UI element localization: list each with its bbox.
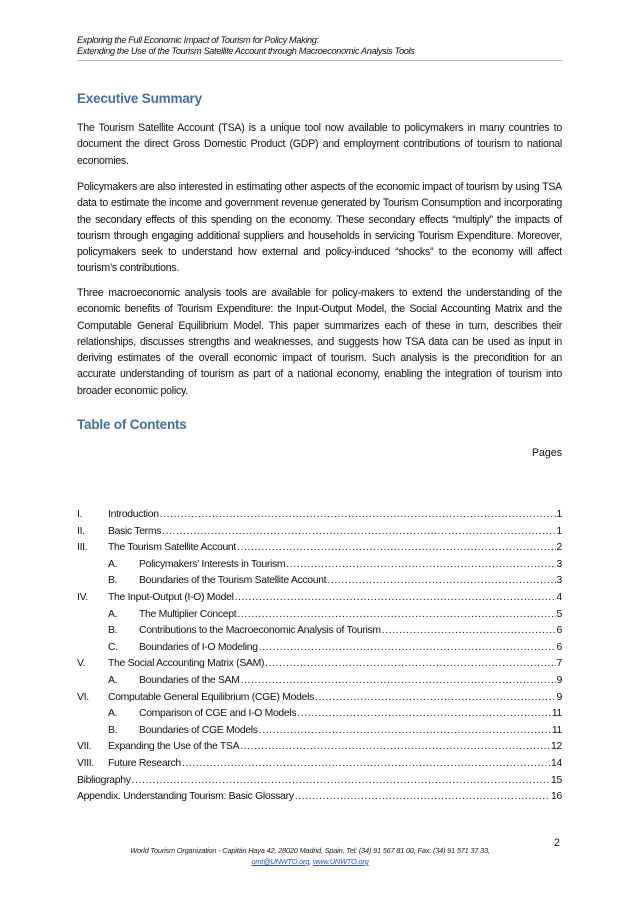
toc-dot-leader <box>237 607 555 624</box>
toc-entry[interactable] <box>77 573 562 590</box>
footer-address: World Tourism Organization - Capitán Haya 42, 28020 Madrid, Spain, Tel: (34) 91 567 81 00, Fax: (34) 91 571 37 33, <box>130 846 490 855</box>
toc-entry[interactable] <box>77 640 562 657</box>
toc-entry-title: Introduction <box>108 509 159 520</box>
toc-entry[interactable] <box>77 656 562 673</box>
toc-dot-leader <box>265 656 555 673</box>
toc-entry-title: Contributions to the Macroeconomic Analysis of Tourism <box>139 625 381 637</box>
toc-entry-page: 7 <box>556 658 562 670</box>
toc-entry-title: Boundaries of I-O Modeling <box>139 641 258 653</box>
toc-entry-sub-letter: A. <box>108 674 118 686</box>
toc-heading: Table of Contents <box>77 417 187 432</box>
toc-entry-title: Future Research <box>108 757 181 769</box>
toc-entry[interactable] <box>77 507 562 524</box>
toc-dot-leader <box>259 723 551 740</box>
toc-entry-title: The Input-Output (I-O) Model <box>108 591 234 603</box>
toc-dot-leader <box>315 690 556 707</box>
toc-entry-title: Basic Terms <box>108 525 162 537</box>
toc-entry[interactable] <box>77 557 562 574</box>
toc-entry-page: 12 <box>551 741 562 753</box>
summary-paragraph-1: The Tourism Satellite Account (TSA) is a unique tool now available to policymakers in many countries to document the direct Gross Domestic Product (GDP) and employment contributions of tourism to national economies. <box>77 122 562 167</box>
toc-entry-page: 3 <box>556 575 562 587</box>
toc-dot-leader <box>182 756 550 773</box>
toc-dot-leader <box>160 507 556 524</box>
toc-dot-leader <box>259 640 556 657</box>
toc-entry-title: Appendix. Understanding Tourism: Basic Glossary <box>77 791 294 803</box>
toc-entry-number: III. <box>77 542 88 554</box>
toc-entry[interactable] <box>77 623 562 640</box>
toc-entry-sub-letter: A. <box>108 708 118 720</box>
toc-entry-page: 6 <box>556 625 562 637</box>
toc-entry-page: 11 <box>551 724 562 736</box>
toc-entry[interactable] <box>77 739 562 756</box>
toc-entry-title: The Multiplier Concept <box>139 608 237 620</box>
toc-entry-page: 9 <box>556 691 562 703</box>
toc-entry-title: Boundaries of the SAM <box>139 674 240 686</box>
toc-entry[interactable] <box>77 756 562 773</box>
toc-entry-sub-letter: A. <box>108 608 118 620</box>
toc-dot-leader <box>162 524 555 541</box>
toc-entry-number: VII. <box>77 741 92 753</box>
toc-dot-leader <box>240 739 550 756</box>
header-line-2: Extending the Use of the Tourism Satellite Account through Macroeconomic Analysis Tools <box>77 46 415 56</box>
footer-website-link[interactable]: www.UNWTO.org <box>312 857 369 866</box>
page-number: 2 <box>554 837 560 849</box>
summary-paragraph-2: Policymakers are also interested in estimating other aspects of the economic impact of tourism by using TSA data to estimate the income and government revenue generated by Tourism Consumption and incorporating the secondary effects of this spending on the economy. These secondary effects “multiply” the impacts of tourism through engaging additional suppliers and households in servicing Tourism Expenditure. Moreover, policymakers seek to understand how external and policy-induced “shocks” to the economy will affect tourism’s contributions. <box>77 181 562 275</box>
running-header <box>77 35 562 61</box>
toc-entry-number: II. <box>77 525 85 537</box>
toc-dot-leader <box>235 590 556 607</box>
toc-entry-number: IV. <box>77 591 88 603</box>
toc-entry-number: V. <box>77 658 86 670</box>
toc-entry-page: 6 <box>556 641 562 653</box>
toc-entry-title: The Tourism Satellite Account <box>108 542 236 554</box>
toc-entry-sub-letter: B. <box>108 724 118 736</box>
toc-entry[interactable] <box>77 723 562 740</box>
toc-entry[interactable] <box>77 789 562 806</box>
toc-entry-page: 15 <box>551 774 562 786</box>
toc-dot-leader <box>382 623 556 640</box>
executive-summary-heading: Executive Summary <box>77 91 202 106</box>
footer-separator: , <box>309 857 313 866</box>
toc-entry-page: 1 <box>556 509 562 520</box>
toc-entry-sub-letter: A. <box>108 558 118 570</box>
toc-entry-page: 14 <box>551 757 562 769</box>
toc-dot-leader <box>295 789 550 806</box>
toc-entry[interactable] <box>77 590 562 607</box>
toc-entry-sub-letter: C. <box>108 641 118 653</box>
toc-entry-number: I. <box>77 509 83 520</box>
toc-dot-leader <box>327 573 555 590</box>
footer-email-link[interactable]: omt@UNWTO.org <box>251 857 310 866</box>
toc-entry[interactable] <box>77 673 562 690</box>
toc-entry-sub-letter: B. <box>108 575 118 587</box>
toc-entry-title: Boundaries of the Tourism Satellite Account <box>139 575 327 587</box>
toc-pages-label: Pages <box>531 447 562 459</box>
toc-entry[interactable] <box>77 524 562 541</box>
toc-dot-leader <box>132 773 550 790</box>
toc-entry[interactable] <box>77 706 562 723</box>
footer <box>100 845 520 867</box>
toc-dot-leader <box>241 673 556 690</box>
toc-entry-page: 9 <box>556 674 562 686</box>
toc-dot-leader <box>286 557 555 574</box>
table-of-contents <box>77 507 562 806</box>
toc-entry-page: 4 <box>556 591 562 603</box>
summary-paragraph-3: Three macroeconomic analysis tools are available for policy-makers to extend the understanding of the economic benefits of Tourism Expenditure: the Input-Output Model, the Social Accounting Matrix and the Computable General Equilibrium Model. This paper summarizes each of these in turn, describes their relationships, discusses strengths and weaknesses, and suggests how TSA data can be used as input in deriving estimates of the overall economic impact of tourism. Such analysis is the precondition for an accurate understanding of tourism as part of a national economy, enabling the integration of tourism into broader economic policy. <box>77 287 562 397</box>
toc-entry[interactable] <box>77 607 562 624</box>
toc-entry-title: The Social Accounting Matrix (SAM) <box>108 658 265 670</box>
toc-entry-page: 1 <box>556 525 562 537</box>
toc-entry-title: Computable General Equilibrium (CGE) Models <box>108 691 314 703</box>
toc-entry-title: Boundaries of CGE Models <box>139 724 258 736</box>
toc-entry-page: 3 <box>556 558 562 570</box>
toc-entry-number: VIII. <box>77 757 94 769</box>
toc-dot-leader <box>297 706 551 723</box>
toc-entry-title: Bibliography <box>77 774 131 786</box>
toc-entry-page: 11 <box>551 708 562 720</box>
toc-entry-sub-letter: B. <box>108 625 118 637</box>
toc-entry[interactable] <box>77 540 562 557</box>
toc-entry-title: Expanding the Use of the TSA <box>108 741 240 753</box>
toc-dot-leader <box>237 540 556 557</box>
toc-entry-page: 16 <box>551 791 562 803</box>
toc-entry-title: Policymakers’ Interests in Tourism <box>139 558 286 570</box>
toc-entry-page: 5 <box>556 608 562 620</box>
toc-entry-number: VI. <box>77 691 89 703</box>
toc-entry-page: 2 <box>556 542 562 554</box>
toc-entry[interactable] <box>77 773 562 790</box>
header-line-1: Exploring the Full Economic Impact of Tourism for Policy Making: <box>77 35 319 45</box>
toc-entry[interactable] <box>77 690 562 707</box>
toc-entry-title: Comparison of CGE and I-O Models <box>139 708 297 720</box>
